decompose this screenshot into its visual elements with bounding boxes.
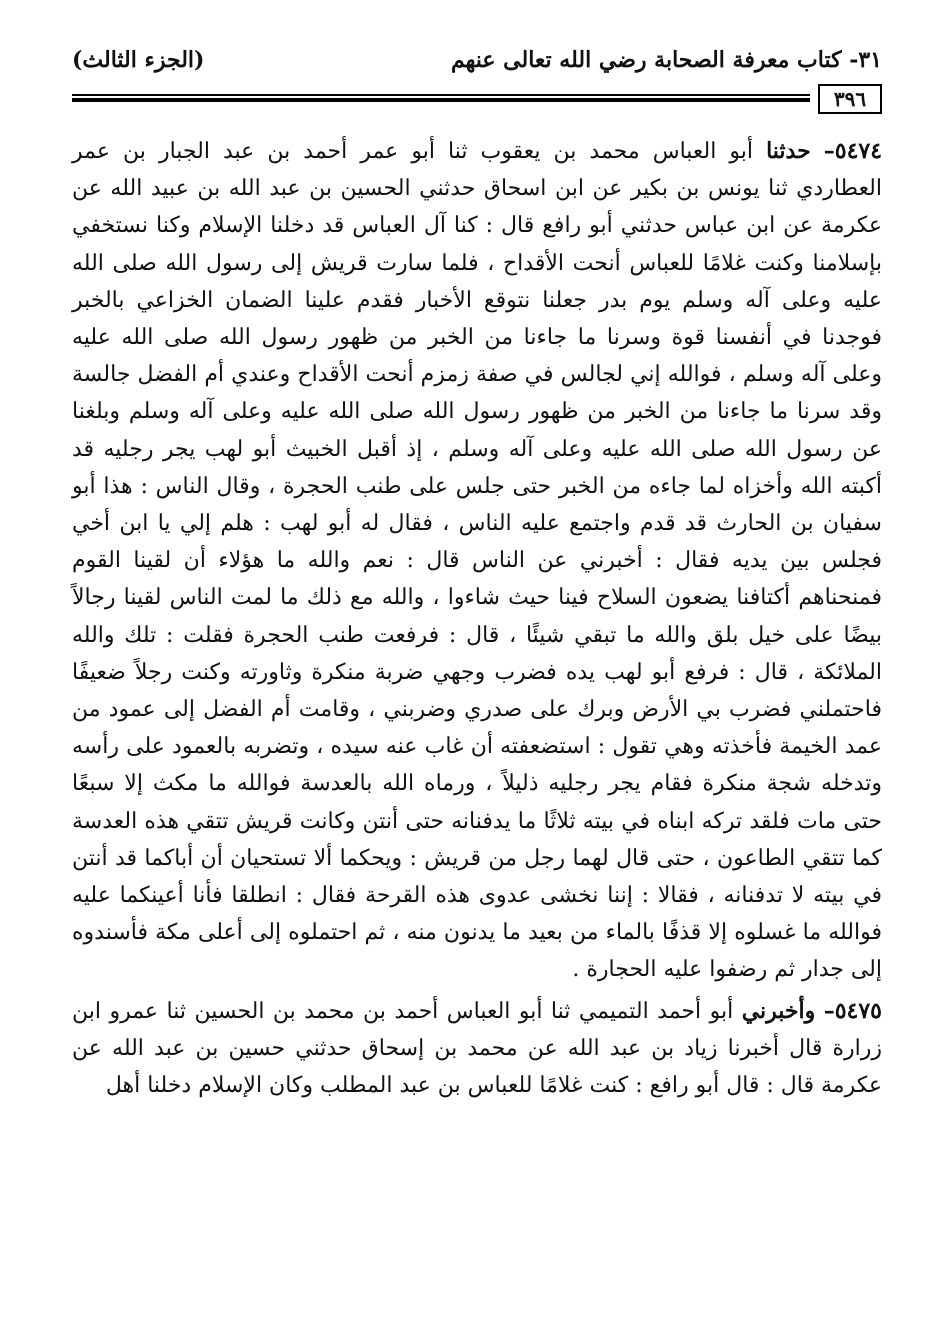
book-page (72, 38, 882, 1308)
body-text (72, 133, 882, 1104)
volume-label: (الجزء الثالث) (72, 47, 205, 73)
page-number: ٣٩٦ (818, 84, 882, 114)
hadith-text: أبو العباس محمد بن يعقوب ثنا أبو عمر أحمد بن عبد الجبار بن عمر العطاردي ثنا يونس بن بكير عن ابن اسحاق حدثني الحسين بن عبد الله بن عبيد الله عن عكرمة عن ابن عباس حدثني أبو رافع قال : كنا آل العباس قد دخلنا الإسلام وكنا نستخفي بإسلامنا وكنت غلامًا للعباس أنحت الأقداح ، فلما سارت قريش إلى رسول الله صلى الله عليه وعلى آله وسلم يوم بدر جعلنا نتوقع الأخبار فقدم علينا الضمان الخزاعي بالخبر فوجدنا في أنفسنا قوة وسرنا ما جاءنا من الخبر من ظهور رسول الله صلى الله عليه وعلى آله وسلم ، فوالله إني لجالس في صفة زمزم أنحت الأقداح وعندي أم الفضل جالسة وقد سرنا ما جاءنا من الخبر من ظهور رسول الله صلى الله عليه وعلى آله وسلم وبلغنا عن رسول الله صلى الله عليه وعلى آله وسلم ، إذ أقبل الخبيث أبو لهب يجر رجليه قد أكبته الله وأخزاه لما جاءه من الخبر حتى جلس على طنب الحجرة ، وقال الناس : هذا أبو سفيان بن الحارث قد قدم واجتمع عليه الناس ، فقال له أبو لهب : هلم إلي يا ابن أخي فجلس بين يديه فقال : أخبرني عن الناس قال : نعم والله ما هؤلاء أن لقينا القوم فمنحناهم أكتافنا يضعون السلاح فينا حيث شاءوا ، والله مع ذلك ما لمت الناس لقينا رجالاً بيضًا على خيل بلق والله ما تبقي شيئًا ، قال : فرفعت طنب الحجرة فقلت : تلك والله الملائكة ، قال : فرفع أبو لهب يده فضرب وجهي ضربة منكرة وثاورته وكنت رجلاً ضعيفًا فاحتملني فضرب بي الأرض وبرك على صدري وضربني ، وقامت أم الفضل إلى عمود من عمد الخيمة فأخذته وهي تقول : استضعفته أن غاب عنه سيده ، وتضربه بالعمود على رأسه وتدخله شجة منكرة فقام يجر رجليه ذليلاً ، ورماه الله بالعدسة فوالله ما مكث إلا سبعًا حتى مات فلقد تركه ابناه في بيته ثلاثًا ما يدفنانه حتى أنتن وكانت قريش تتقي هذه العدسة كما تتقي الطاعون ، حتى قال لهما رجل من قريش : ويحكما ألا تستحيان أن أباكما قد أنتن في بيته لا تدفنانه ، فقالا : إننا نخشى عدوى هذه القرحة فقال : انطلقا فأنا أعينكما عليه فوالله ما غسلوه إلا قذفًا بالماء من بعيد ما يدنون منه ، ثم احتملوه إلى أعلى مكة فأسندوه إلى جدار ثم رضفوا عليه الحجارة . (72, 139, 882, 983)
running-head: ٣١- كتاب معرفة الصحابة رضي الله تعالى عنهم (450, 47, 882, 73)
hadith-5474 (72, 133, 882, 989)
hadith-number: ٥٤٧٥– (823, 997, 882, 1024)
hadith-number: ٥٤٧٤– (823, 138, 883, 164)
double-rule (72, 94, 810, 102)
page-header (72, 38, 882, 82)
hadith-lead-word: حدثنا (766, 138, 811, 164)
hadith-5475 (72, 993, 882, 1105)
hadith-text: أبو أحمد التميمي ثنا أبو العباس أحمد بن محمد بن الحسين ثنا عمرو ابن زرارة قال أخبرنا زياد بن عبد الله عن محمد بن إسحاق حدثني حسين بن عبد الله عن عكرمة قال : قال أبو رافع : كنت غلامًا للعباس بن عبد المطلب وكان الإسلام دخلنا أهل (72, 998, 882, 1099)
hadith-lead-word: وأخبرني (741, 997, 816, 1024)
